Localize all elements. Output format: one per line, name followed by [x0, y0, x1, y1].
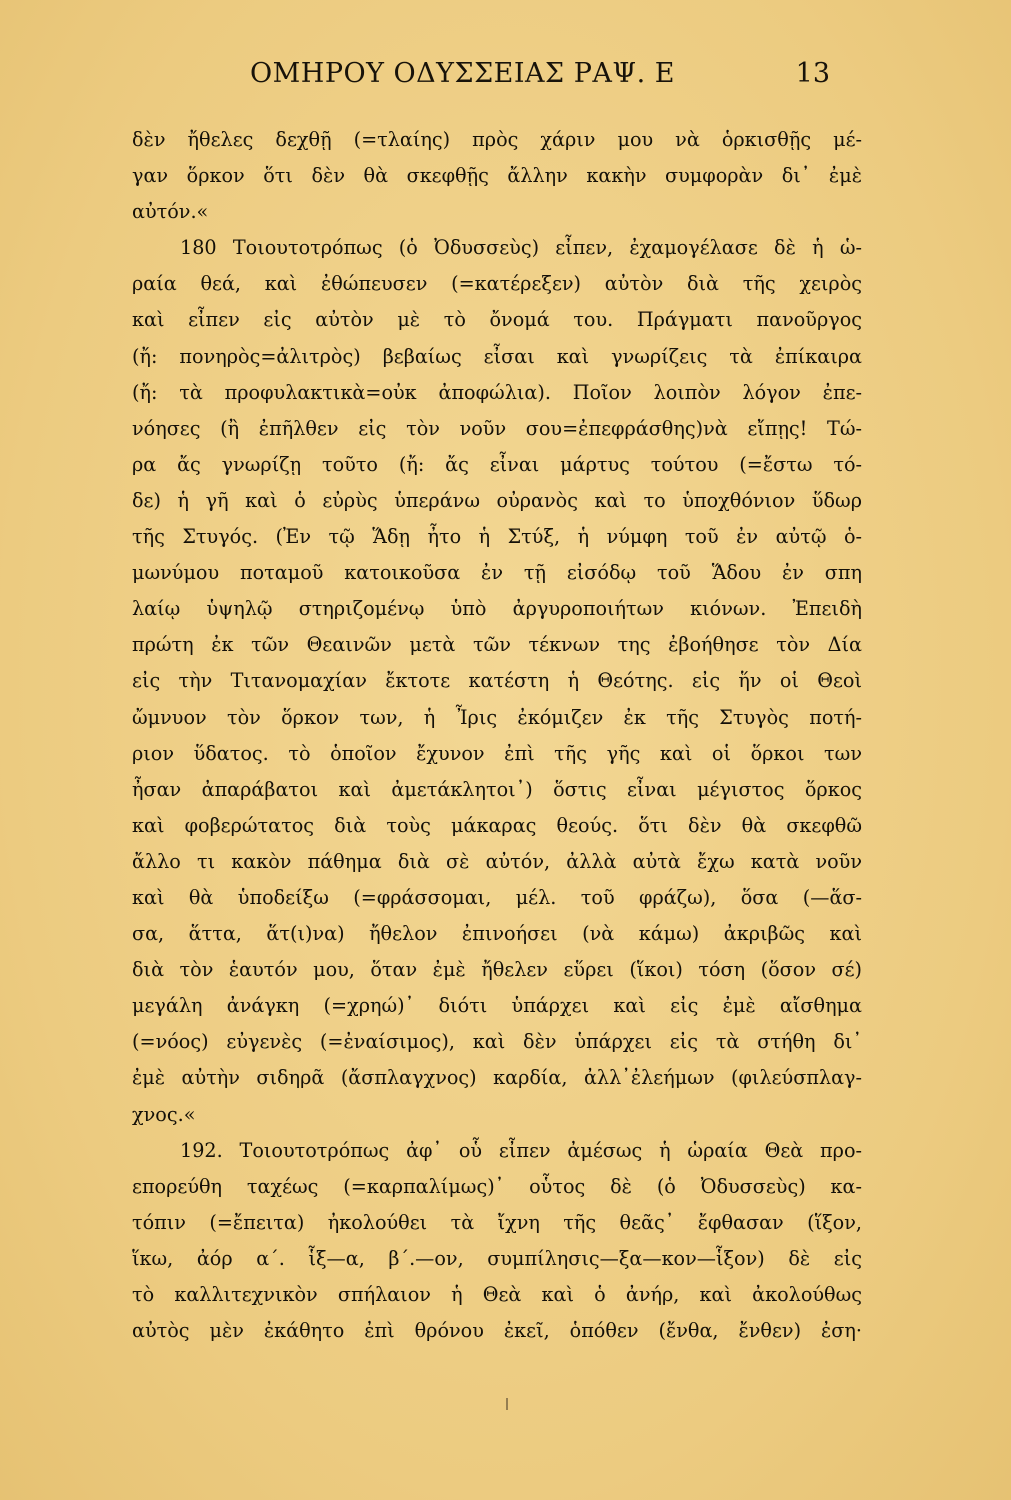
text-line: δὲν ἤθελες δεχθῇ (=τλαίης) πρὸς χάριν μου νὰ ὁρκισθῇς μέ-: [132, 128, 862, 151]
text-line: νόησες (ἢ ἐπῆλθεν εἰς τὸν νοῦν σου=ἐπεφράσθης)νὰ εἴπῃς! Τώ-: [132, 416, 862, 440]
text-line: καὶ θὰ ὑποδείξω (=φράσσομαι, μέλ. τοῦ φράζω), ὅσα (—ἅσ-: [132, 885, 862, 909]
text-line: εἰς τὴν Τιτανομαχίαν ἔκτοτε κατέστη ἡ Θεότης. εἰς ἥν οἱ Θεοὶ: [132, 669, 862, 693]
text-line: καὶ φοβερώτατος διὰ τοὺς μάκαρας θεούς. ὅτι δὲν θὰ σκεφθῶ: [132, 813, 862, 837]
text-line: ρα ἄς γνωρίζῃ τοῦτο (ἤ: ἄς εἶναι μάρτυς τούτου (=ἔστω τό-: [132, 452, 862, 476]
text-line: (ἤ: πονηρὸς=ἀλιτρὸς) βεβαίως εἶσαι καὶ γνωρίζεις τὰ ἐπίκαιρα: [132, 344, 862, 368]
text-line: 180 Τοιουτοτρόπως (ὁ Ὀδυσσεὺς) εἶπεν, ἐχαμογέλασε δὲ ἡ ὡ-: [180, 236, 862, 260]
text-line: ραία θεά, καὶ ἐθώπευσεν (=κατέρεξεν) αὐτὸν διὰ τῆς χειρὸς: [132, 272, 862, 296]
text-line: ἐμὲ αὐτὴν σιδηρᾶ (ἄσπλαγχνος) καρδία, ἀλλ᾽ἐλεήμων (φιλεύσπλαγ-: [132, 1066, 862, 1090]
text-line: (=νόος) εὐγενὲς (=ἐναίσιμος), καὶ δὲν ὑπάρχει εἰς τὰ στήθη δι᾽: [132, 1030, 862, 1054]
text-line: τῆς Στυγός. (Ἐν τῷ Ἅδῃ ἦτο ἡ Στύξ, ἡ νύμφη τοῦ ἐν αὐτῷ ὁ-: [132, 525, 862, 549]
text-line: γαν ὅρκον ὅτι δὲν θὰ σκεφθῇς ἄλλην κακὴν συμφορὰν δι᾽ ἐμὲ: [132, 164, 862, 188]
text-line: μεγάλη ἀνάγκη (=χρηώ)᾽ διότι ὑπάρχει καὶ εἰς ἐμὲ αἴσθημα: [132, 994, 862, 1018]
text-line: σα, ἅττα, ἅτ(ι)να) ἤθελον ἐπινοήσει (νὰ κάμω) ἀκριβῶς καὶ: [132, 922, 862, 946]
text-line: ἵκω, ἀόρ α΄. ἷξ—α, β΄.—ον, συμπίλησις—ξα—κον—ἷξον) δὲ εἰς: [132, 1246, 862, 1270]
text-line: ἦσαν ἀπαράβατοι καὶ ἀμετάκλητοι᾽) ὅστις εἶναι μέγιστος ὅρκος: [132, 777, 862, 801]
text-line: καὶ εἶπεν εἰς αὐτὸν μὲ τὸ ὄνομά του. Πράγματι πανοῦργος: [132, 308, 862, 332]
text-line: αὐτόν.«: [132, 200, 209, 224]
text-line: 192. Τοιουτοτρόπως ἀφ᾽ οὗ εἶπεν ἀμέσως ἡ ὡραία Θεὰ προ-: [180, 1138, 862, 1162]
text-line: πρώτη ἐκ τῶν Θεαινῶν μετὰ τῶν τέκνων της ἐβοήθησε τὸν Δία: [132, 633, 862, 657]
print-mark: [506, 1398, 508, 1410]
text-line: ριον ὕδατος. τὸ ὁποῖον ἔχυνον ἐπὶ τῆς γῆς καὶ οἱ ὅρκοι των: [132, 741, 862, 765]
text-line: δε) ἡ γῆ καὶ ὁ εὐρὺς ὑπεράνω οὐρανὸς καὶ το ὑποχθόνιον ὕδωρ: [132, 488, 862, 512]
running-title: ΟΜΗΡΟΥ ΟΔΥΣΣΕΙΑΣ ΡΑΨ. Ε: [250, 58, 675, 89]
text-line: τόπιν (=ἔπειτα) ἠκολούθει τὰ ἴχνη τῆς θεᾶς᾽ ἔφθασαν (ἵξον,: [132, 1210, 862, 1234]
page-number: 13: [795, 58, 830, 89]
text-line: διὰ τὸν ἑαυτόν μου, ὅταν ἐμὲ ἤθελεν εὕρει (ἵκοι) τόση (ὅσον σέ): [132, 958, 862, 982]
text-line: αὐτὸς μὲν ἐκάθητο ἐπὶ θρόνου ἐκεῖ, ὁπόθεν (ἔνθα, ἔνθεν) ἐση·: [132, 1319, 862, 1343]
text-line: τὸ καλλιτεχνικὸν σπήλαιον ἡ Θεὰ καὶ ὁ ἀνήρ, καὶ ἀκολούθως: [132, 1283, 862, 1306]
text-line: ἄλλο τι κακὸν πάθημα διὰ σὲ αὐτόν, ἀλλὰ αὐτὰ ἔχω κατὰ νοῦν: [132, 849, 862, 873]
text-line: ὤμνυον τὸν ὅρκον των, ἡ Ἶρις ἐκόμιζεν ἐκ τῆς Στυγὸς ποτή-: [132, 705, 862, 729]
text-line: λαίῳ ὑψηλῷ στηριζομένῳ ὑπὸ ἀργυροποιήτων κιόνων. Ἐπειδὴ: [132, 597, 862, 621]
text-line: μωνύμου ποταμοῦ κατοικοῦσα ἐν τῇ εἰσόδῳ τοῦ Ἅδου ἐν σπη: [132, 561, 862, 585]
body-text: [132, 122, 862, 1349]
page-header: [250, 58, 830, 98]
text-line: επορεύθη ταχέως (=καρπαλίμως)᾽ οὗτος δὲ (ὁ Ὀδυσσεὺς) κα-: [132, 1174, 862, 1198]
text-line: (ἤ: τὰ προφυλακτικὰ=οὐκ ἀποφώλια). Ποῖον λοιπὸν λόγον ἐπε-: [132, 380, 862, 404]
text-line: χνος.«: [132, 1102, 196, 1126]
